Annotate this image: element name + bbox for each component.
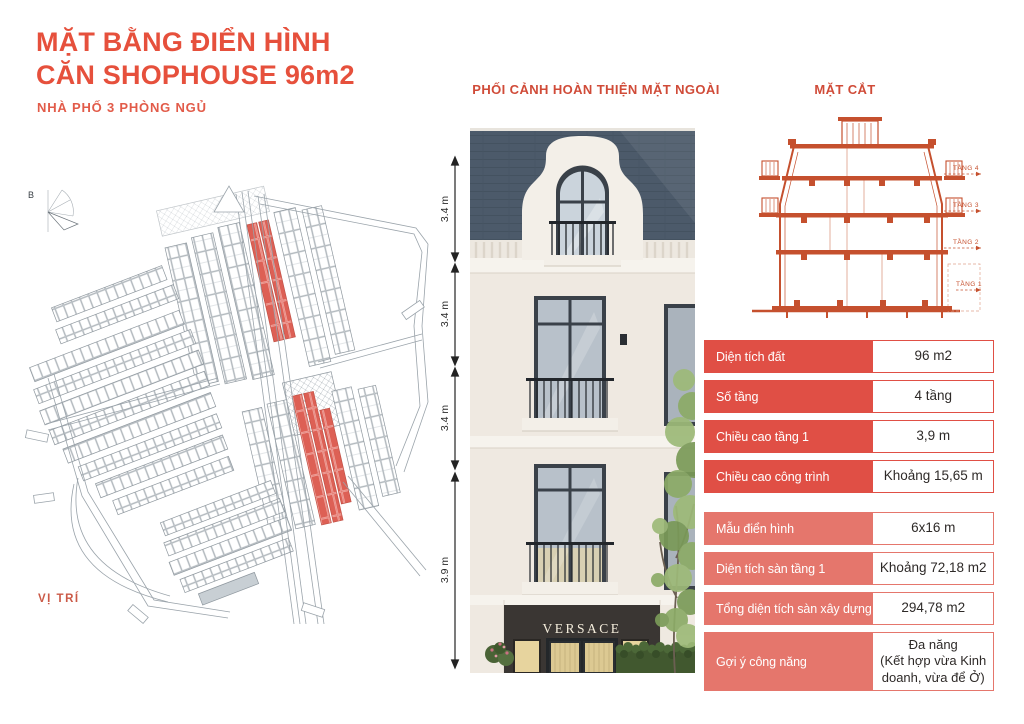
table-row [704, 512, 994, 545]
facade-rendering [470, 128, 695, 673]
page-title-line1: MẶT BẰNG ĐIỂN HÌNH [36, 27, 331, 57]
compass-north-label: B [28, 190, 35, 200]
floor-label: TẦNG 4 [953, 165, 979, 172]
dimension-label: 3.9 m [439, 556, 451, 584]
row-label: Số tầng [705, 381, 873, 412]
wall-lamp [620, 334, 627, 345]
table-row [704, 340, 994, 373]
dimension-label: 3.4 m [439, 404, 451, 432]
table-row [704, 380, 994, 413]
rooftop-feature [838, 117, 882, 146]
row-label: Gợi ý công năng [705, 633, 873, 690]
floor-level-labels [944, 162, 982, 292]
display-window [514, 640, 540, 673]
table-row [704, 632, 994, 691]
floor-slabs [772, 139, 952, 311]
row-value [873, 633, 993, 690]
page-title-line2: CĂN SHOPHOUSE 96m2 [36, 59, 355, 90]
row-label: Chiều cao tầng 1 [705, 421, 873, 452]
row-value-note: (Kết hợp vừa Kinh doanh, vừa để Ở) [880, 653, 987, 685]
table-row [704, 420, 994, 453]
dimension-label: 3.4 m [439, 300, 451, 328]
row-value-main: Đa năng [908, 637, 958, 653]
row-value: Khoảng 72,18 m2 [873, 553, 993, 584]
row-value: 96 m2 [873, 341, 993, 372]
floor-label: TẦNG 1 [956, 281, 982, 288]
row-value: Khoảng 15,65 m [873, 461, 993, 492]
row-label: Mẫu điển hình [705, 513, 873, 544]
compass-icon [28, 190, 78, 232]
row-label: Diện tích đất [705, 341, 873, 372]
location-label: VỊ TRÍ [38, 593, 80, 605]
dimension-label: 3.4 m [439, 195, 451, 223]
row-label: Chiều cao công trình [705, 461, 873, 492]
row-label: Tổng diện tích sàn xây dựng [705, 593, 873, 624]
page-title [36, 26, 355, 92]
dimension-annotations [438, 128, 468, 673]
facade-heading: PHỐI CẢNH HOÀN THIỆN MẶT NGOÀI [472, 82, 720, 97]
floor-label: TẦNG 3 [953, 202, 979, 209]
table-row [704, 552, 994, 585]
versace-sign: VERSACE [542, 621, 622, 636]
table-row [704, 592, 994, 625]
section-drawing [742, 104, 982, 326]
row-value: 6x16 m [873, 513, 993, 544]
site-map [18, 166, 438, 626]
page-subtitle: NHÀ PHỐ 3 PHÒNG NGỦ [37, 100, 207, 115]
spec-table [704, 340, 994, 698]
section-heading: MẶT CẮT [814, 82, 876, 97]
table-row [704, 460, 994, 493]
row-value: 4 tầng [873, 381, 993, 412]
row-label: Diện tích sàn tầng 1 [705, 553, 873, 584]
row-value: 3,9 m [873, 421, 993, 452]
floor-label: TẦNG 2 [953, 239, 979, 246]
row-value: 294,78 m2 [873, 593, 993, 624]
